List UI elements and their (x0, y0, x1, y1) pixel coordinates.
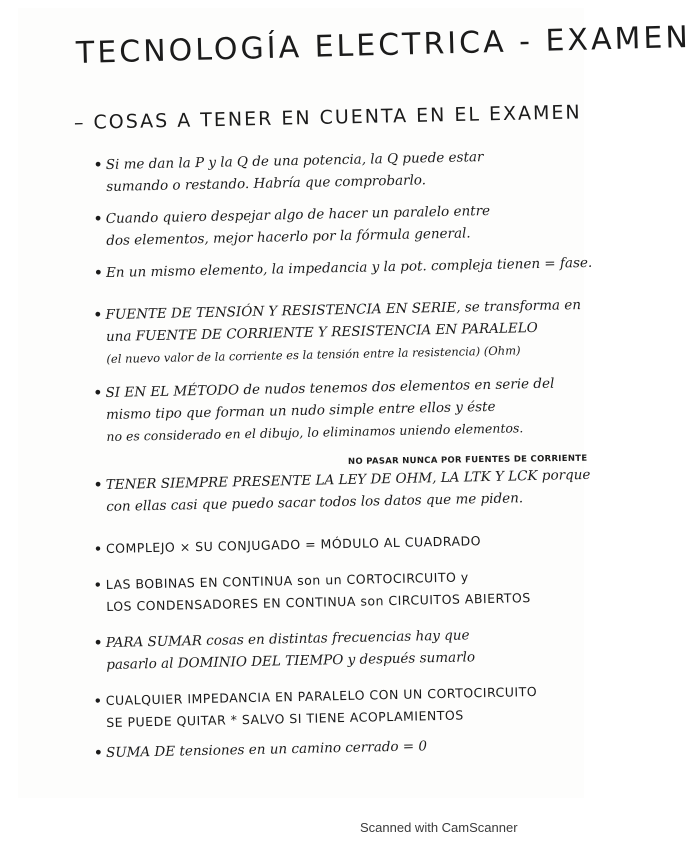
note-item (93, 198, 577, 252)
note-line: (el nuevo valor de la corriente es la tensión entre la resistencia) (Ohm) (106, 343, 521, 366)
note-item (93, 528, 576, 560)
note-item (93, 464, 591, 518)
note-line: COMPLEJO × SU CONJUGADO = MÓDULO AL CUADRADO (105, 533, 482, 556)
notebook-page (18, 8, 691, 798)
note-line: TENER SIEMPRE PRESENTE LA LEY DE OHM, LA LTK Y LCK porque (105, 466, 591, 494)
note-line: CUALQUIER IMPEDANCIA EN PARALELO CON UN CORTOCIRCUITO (105, 683, 538, 709)
note-line: SE PUEDE QUITAR * SALVO SI TIENE ACOPLAMIENTOS (106, 707, 464, 730)
note-line: En un mismo elemento, la impedancia y la pot. compleja tienen = fase. (105, 254, 593, 281)
page-title: TECNOLOGÍA ELECTRICA - EXAMEN (75, 19, 691, 71)
bullet-icon: • (93, 745, 103, 762)
note-line: mismo tipo que forman un nudo simple entre ellos y éste (105, 398, 496, 423)
side-note: NO PASAR NUNCA POR FUENTES DE CORRIENTE (347, 453, 588, 467)
note-item (93, 732, 576, 764)
note-line: con ellas casi que puedo sacar todos los datos que me piden. (106, 490, 524, 515)
note-item (93, 622, 577, 676)
page-subtitle: – COSAS A TENER EN CUENTA EN EL EXAMEN (73, 101, 582, 134)
bullet-icon: • (93, 157, 103, 174)
note-line: no es considerado en el dibujo, lo eliminamos uniendo elementos. (106, 420, 524, 444)
note-line: una FUENTE DE CORRIENTE Y RESISTENCIA EN PARALELO (105, 319, 538, 345)
note-item (93, 144, 577, 198)
bullet-icon: • (93, 211, 103, 228)
note-item (93, 294, 582, 370)
note-line: pasarlo al DOMINIO DEL TIEMPO y después sumarlo (106, 649, 476, 673)
bullet-icon: • (93, 577, 103, 593)
note-line: dos elementos, mejor hacerlo por la fórmula general. (106, 225, 471, 249)
note-line: SI EN EL MÉTODO de nudos tenemos dos elementos en serie del (105, 375, 555, 402)
note-item (93, 252, 593, 284)
note-line: Si me dan la P y la Q de una potencia, la Q puede estar (105, 149, 484, 174)
bullet-icon: • (93, 307, 103, 324)
note-line: LAS BOBINAS EN CONTINUA son un CORTOCIRCUITO y (105, 569, 469, 593)
note-line: sumando o restando. Habría que comprobarlo. (106, 172, 427, 195)
note-item (93, 680, 577, 734)
note-item (93, 372, 576, 448)
scanner-watermark: Scanned with CamScanner (360, 820, 518, 835)
note-line: FUENTE DE TENSIÓN Y RESISTENCIA EN SERIE, se transforma en (105, 297, 582, 324)
bullet-icon: • (93, 541, 103, 557)
note-item (93, 564, 577, 618)
bullet-icon: • (93, 477, 103, 494)
bullet-icon: • (93, 693, 103, 709)
bullet-icon: • (93, 635, 103, 652)
bullet-icon: • (93, 265, 103, 282)
note-line: SUMA DE tensiones en un camino cerrado = 0 (105, 738, 428, 761)
note-line: LOS CONDENSADORES EN CONTINUA son CIRCUITOS ABIERTOS (106, 590, 531, 614)
bullet-icon: • (93, 385, 103, 402)
note-line: Cuando quiero despejar algo de hacer un paralelo entre (105, 202, 491, 228)
note-line: PARA SUMAR cosas en distintas frecuencias hay que (105, 627, 470, 652)
